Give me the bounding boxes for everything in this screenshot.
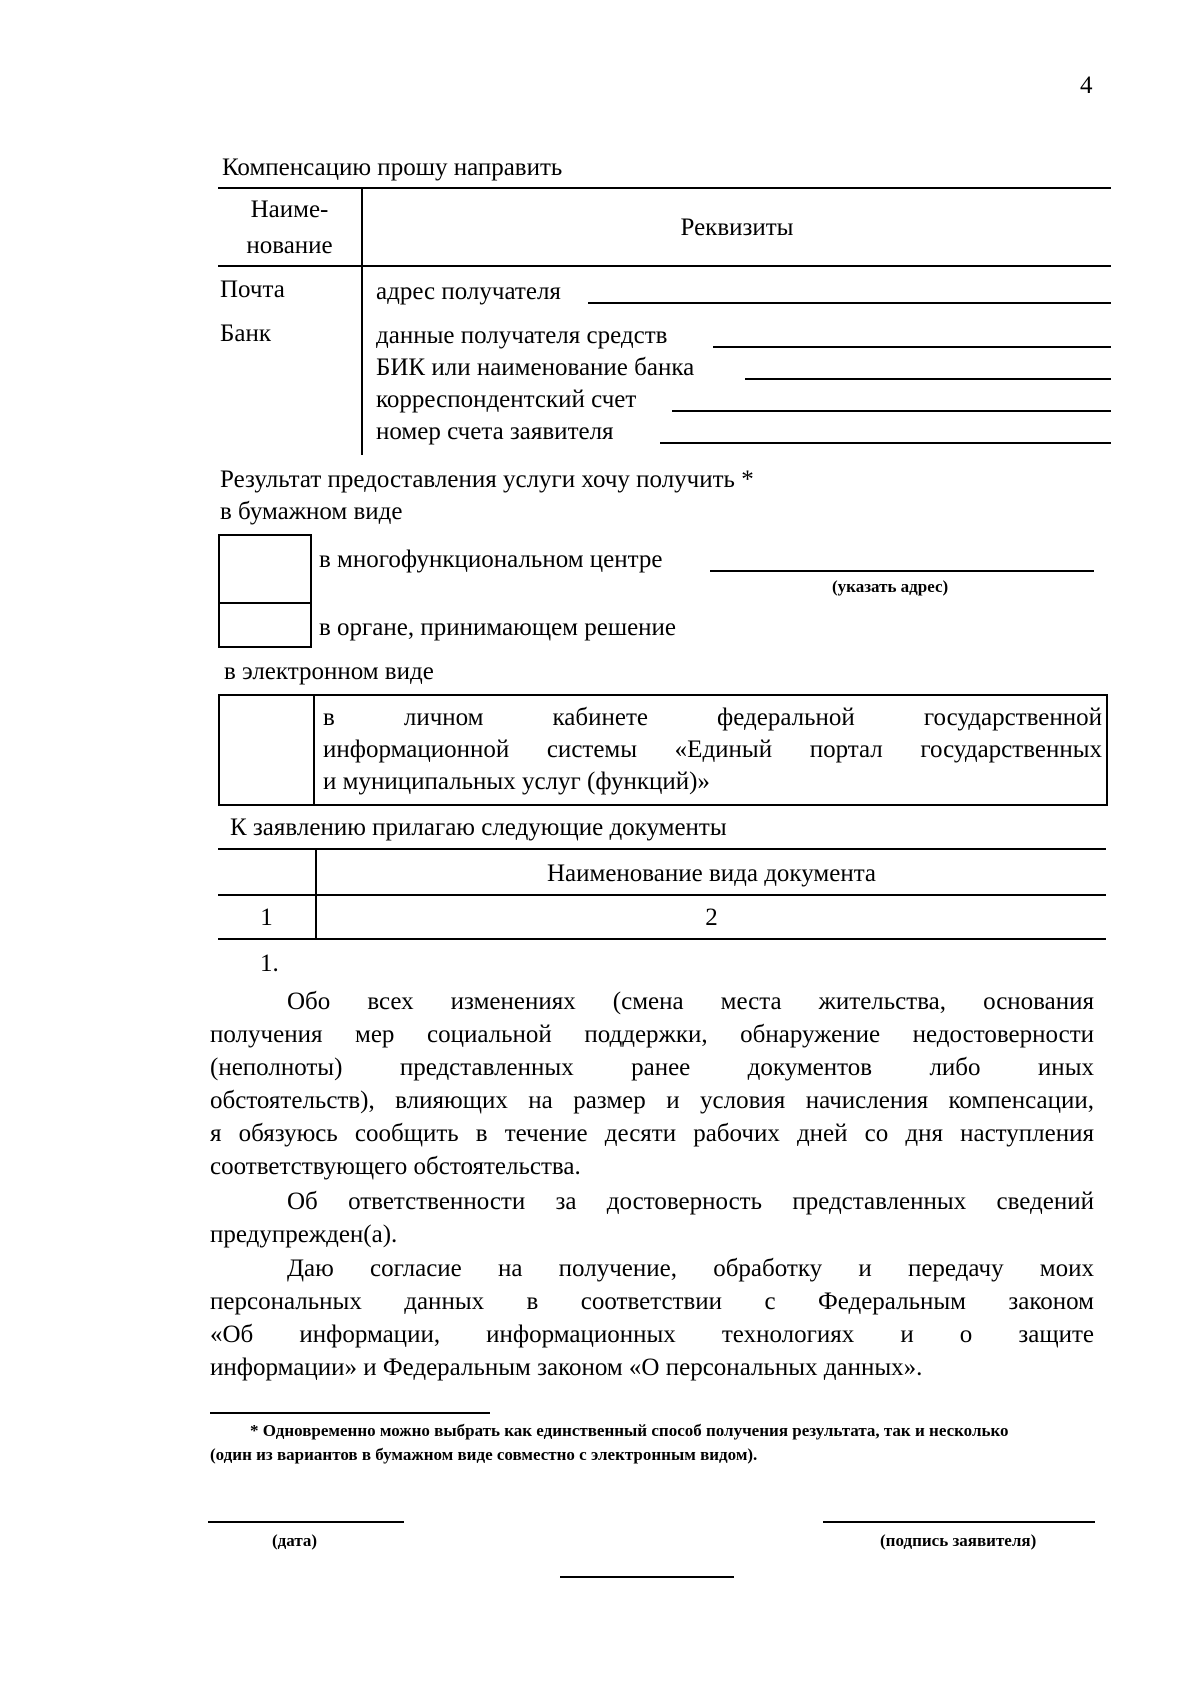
bank-bik-blank[interactable] — [745, 378, 1111, 380]
electronic-option-line-2: информационной системы «Единый портал государственных — [323, 736, 1102, 763]
electronic-form-label: в электронном виде — [224, 658, 434, 685]
compensation-table-header-border — [218, 265, 1111, 267]
documents-heading: К заявлению прилагаю следующие документы — [230, 814, 727, 841]
date-line[interactable] — [208, 1521, 404, 1523]
bank-corr-account-blank[interactable] — [672, 410, 1111, 412]
signature-label: (подпись заявителя) — [880, 1531, 1037, 1550]
option-mfc-label: в многофункциональном центре — [319, 546, 663, 573]
authority-checkbox[interactable] — [218, 602, 312, 648]
bank-label: Банк — [220, 320, 271, 347]
documents-column-header: Наименование вида документа — [546, 860, 877, 887]
mail-address-blank[interactable] — [588, 302, 1111, 304]
bank-field-applicant-account-label: номер счета заявителя — [376, 418, 614, 445]
compensation-heading: Компенсацию прошу направить — [222, 154, 563, 181]
page-number: 4 — [1080, 72, 1093, 99]
paragraph-consent-line-3: «Об информации, информационных технологиях и о защите — [210, 1321, 1094, 1348]
footnote-line-1: * Одновременно можно выбрать как единственный способ получения результата, так и несколько — [250, 1421, 1009, 1440]
paragraph-changes-line-6: соответствующего обстоятельства. — [210, 1153, 581, 1180]
electronic-option-line-3: и муниципальных услуг (функций)» — [323, 768, 710, 795]
mail-field-label: адрес получателя — [376, 278, 561, 305]
mfc-address-hint: (указать адрес) — [832, 577, 949, 596]
column-header-name-line1: Наиме- — [250, 196, 329, 223]
end-separator — [560, 1576, 734, 1578]
paragraph-changes-line-3: (неполноты) представленных ранее документов либо иных — [210, 1054, 1094, 1081]
bank-field-corr-account-label: корреспондентский счет — [376, 386, 637, 413]
electronic-checkbox-divider — [313, 694, 315, 806]
documents-table-header-border — [218, 894, 1106, 896]
bank-applicant-account-blank[interactable] — [660, 442, 1111, 444]
documents-table-top-border — [218, 848, 1106, 850]
electronic-option-line-1: в личном кабинете федеральной государственной — [323, 704, 1102, 731]
paragraph-changes-line-4: обстоятельств), влияющих на размер и условия начисления компенсации, — [210, 1087, 1094, 1114]
mail-label: Почта — [220, 276, 285, 303]
paper-form-label: в бумажном виде — [220, 498, 403, 525]
mfc-address-blank[interactable] — [710, 570, 1094, 572]
document-item-1: 1. — [260, 950, 279, 977]
compensation-table-top-border — [218, 187, 1111, 189]
electronic-checkbox[interactable] — [220, 696, 313, 804]
footnote-separator — [210, 1412, 490, 1414]
paragraph-responsibility-line-1: Об ответственности за достоверность представленных сведений — [287, 1188, 1094, 1215]
column-header-name-line2: нование — [246, 232, 333, 259]
mfc-checkbox[interactable] — [218, 534, 312, 604]
column-header-details: Реквизиты — [680, 214, 794, 241]
footnote-line-2: (один из вариантов в бумажном виде совместно с электронным видом). — [210, 1445, 758, 1464]
documents-col-name-number: 2 — [705, 904, 718, 931]
paragraph-changes-line-2: получения мер социальной поддержки, обнаружение недостоверности — [210, 1021, 1094, 1048]
bank-field-bik-label: БИК или наименование банка — [376, 354, 695, 381]
documents-col-index-number: 1 — [260, 904, 273, 931]
bank-recipient-blank[interactable] — [713, 346, 1111, 348]
paragraph-consent-line-4: информации» и Федеральным законом «О персональных данных». — [210, 1354, 923, 1381]
paragraph-responsibility-line-2: предупрежден(а). — [210, 1221, 398, 1248]
result-heading: Результат предоставления услуги хочу получить * — [220, 466, 754, 493]
date-label: (дата) — [272, 1531, 318, 1550]
documents-table-bottom-border — [218, 938, 1106, 940]
option-authority-label: в органе, принимающем решение — [319, 614, 677, 641]
paragraph-changes-line-1: Обо всех изменениях (смена места жительства, основания — [287, 988, 1094, 1015]
bank-field-recipient-label: данные получателя средств — [376, 322, 668, 349]
paragraph-consent-line-2: персональных данных в соответствии с Федеральным законом — [210, 1288, 1094, 1315]
signature-line[interactable] — [823, 1521, 1095, 1523]
paragraph-changes-line-5: я обязуюсь сообщить в течение десяти рабочих дней со дня наступления — [210, 1120, 1094, 1147]
paragraph-consent-line-1: Даю согласие на получение, обработку и передачу моих — [287, 1255, 1094, 1282]
